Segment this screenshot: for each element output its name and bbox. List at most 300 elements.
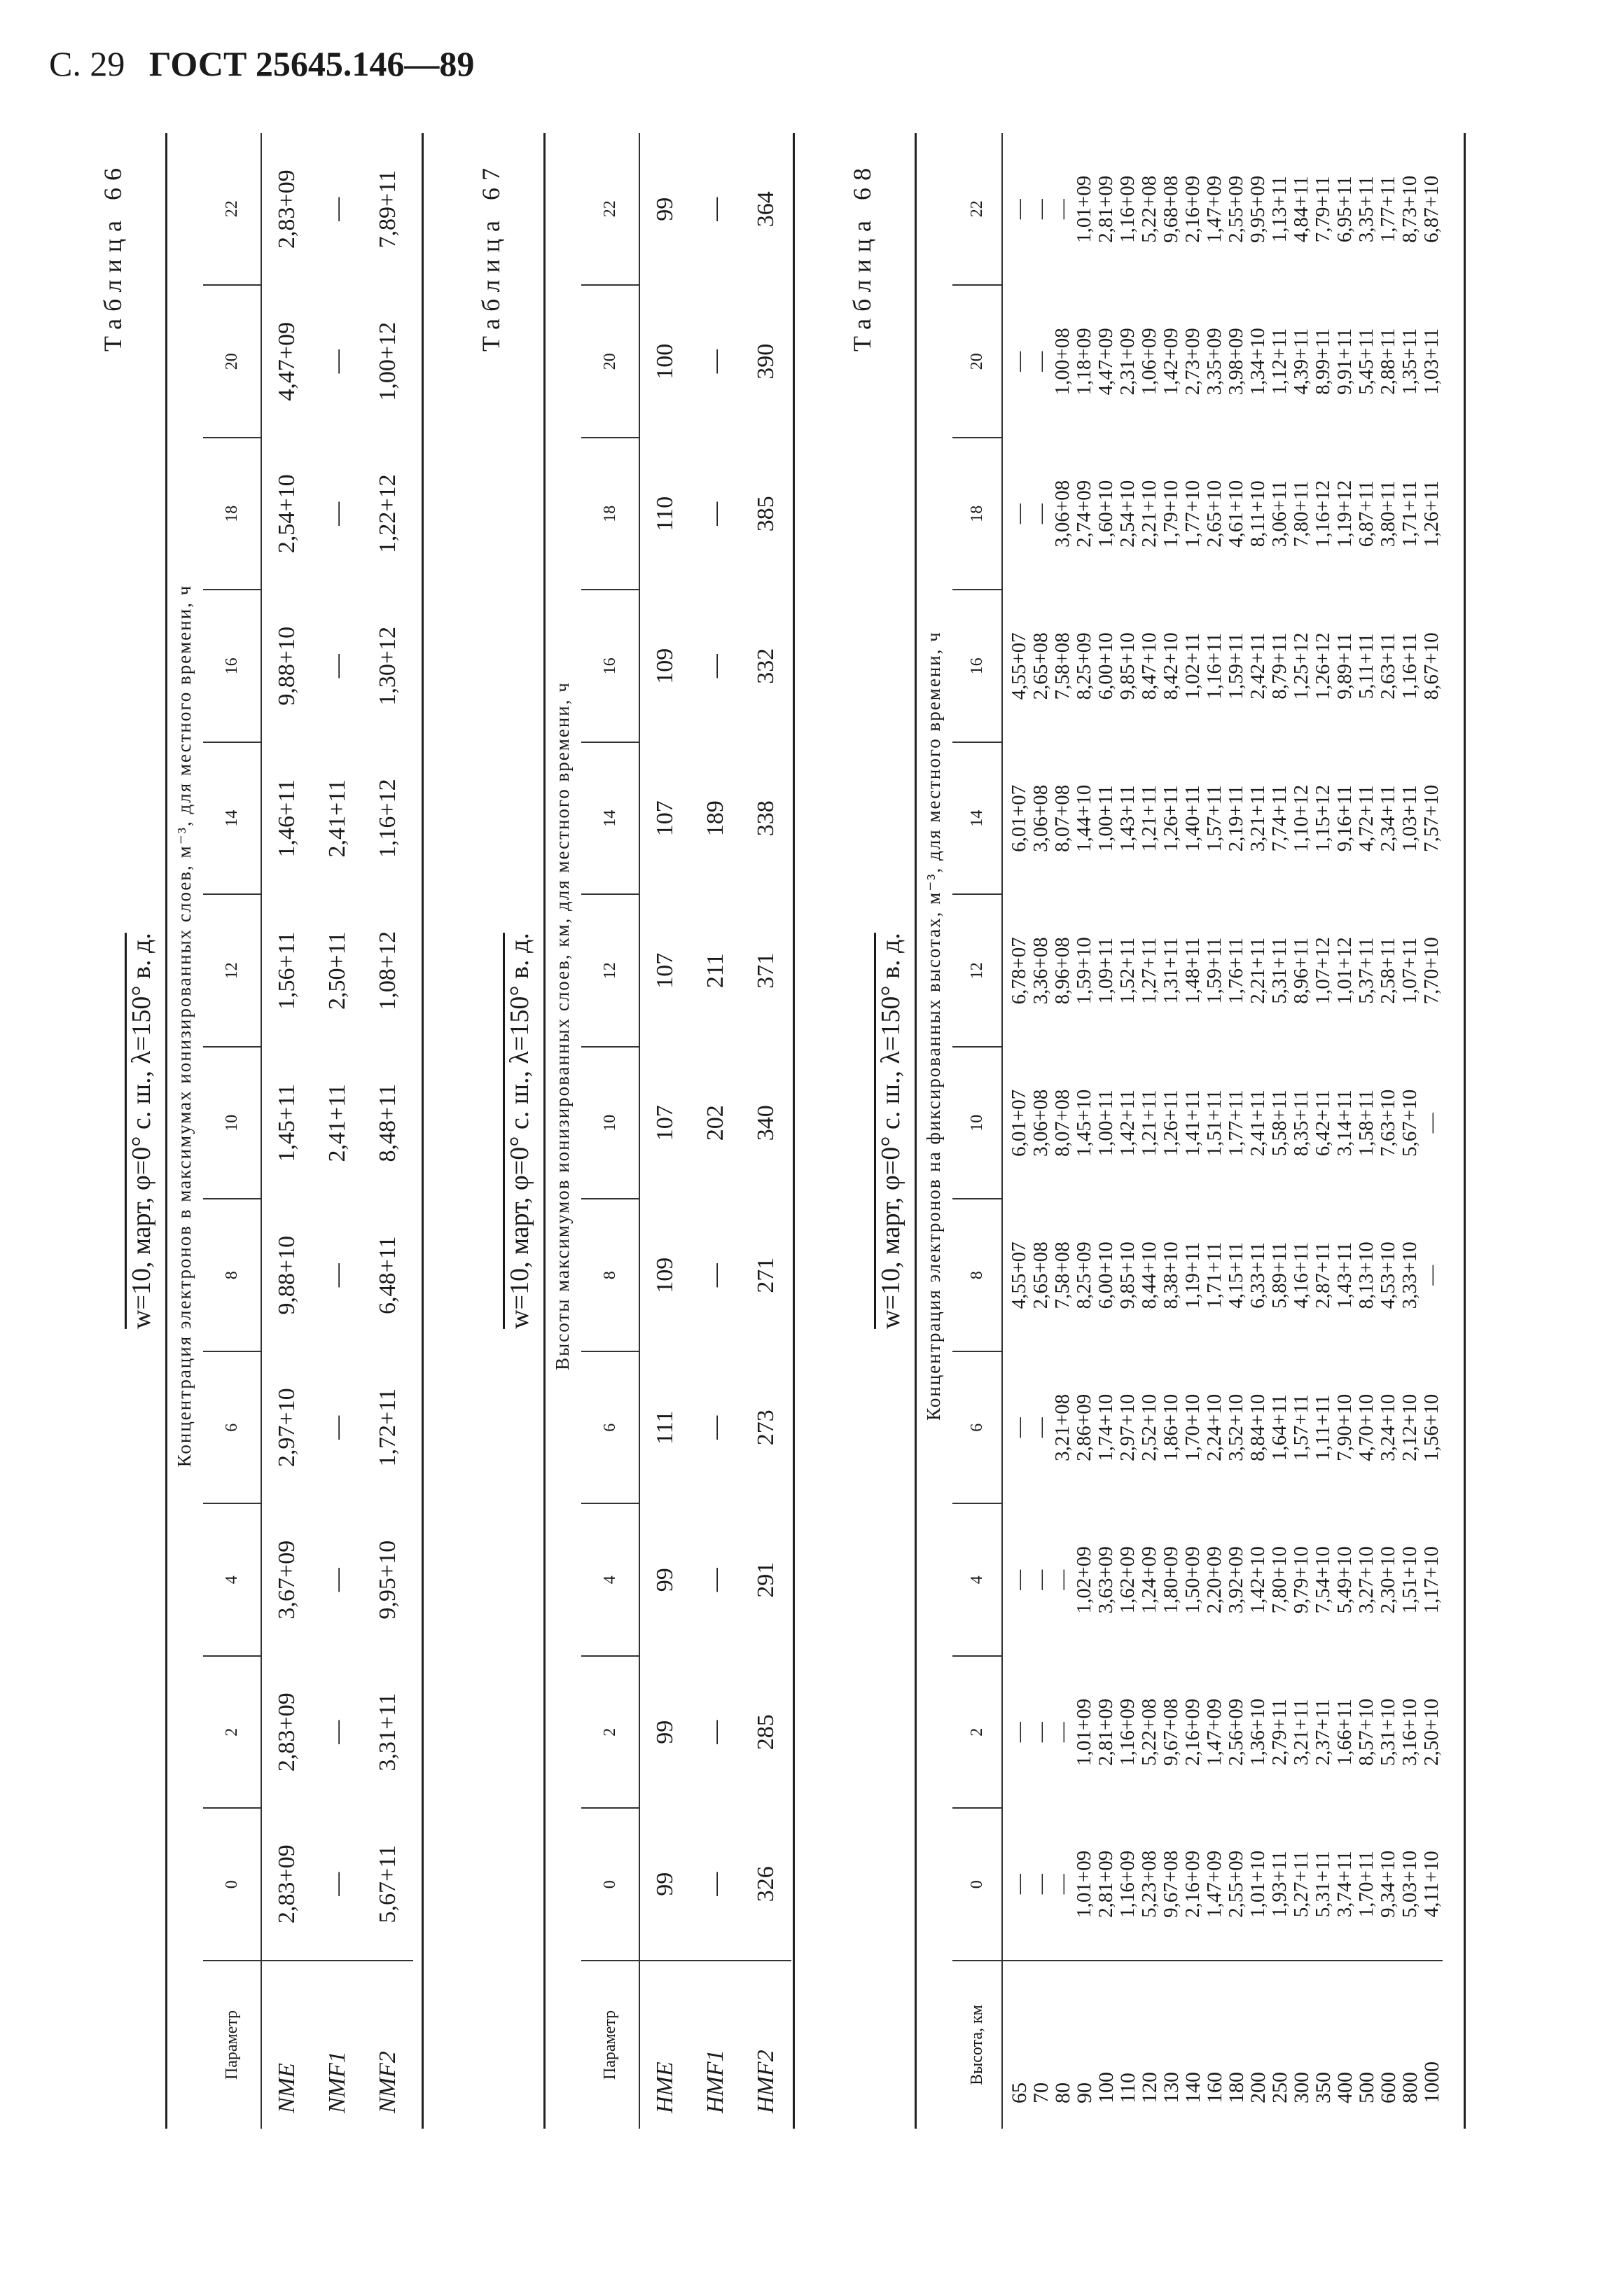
cell: — [702, 1568, 728, 1592]
value-column [1002, 1809, 1443, 1961]
cell: 4,47+09 [1095, 328, 1117, 396]
hour-header: 12 [952, 895, 1002, 1048]
cell: 2,65+08 [1029, 632, 1052, 700]
hour-header: 12 [203, 895, 261, 1048]
cell: 1,51+10 [1399, 1546, 1421, 1614]
height-value: 350 [1312, 2072, 1335, 2103]
cell: 1,18+09 [1073, 328, 1095, 396]
cell: 2,97+10 [274, 1388, 300, 1468]
cell: 5,22+08 [1138, 175, 1160, 243]
cell: — [324, 1263, 350, 1288]
cell: — [1008, 1417, 1030, 1438]
hour-header: 6 [952, 1351, 1002, 1504]
cell: 7,74+11 [1268, 785, 1291, 852]
hour-header: 2 [203, 1656, 261, 1809]
table-subtitle: Концентрация электронов на фиксированных высотах, м⁻³, для местного времени, ч [923, 631, 944, 1421]
cell: 2,83+09 [274, 1844, 300, 1924]
cell: 1,01+09 [1073, 1850, 1095, 1918]
cell: 9,16+11 [1333, 785, 1356, 852]
height-value: 600 [1377, 2072, 1400, 2103]
cell: — [1051, 1874, 1074, 1895]
cell: 1,48+11 [1181, 937, 1204, 1004]
row-param: HMF2 [741, 1961, 791, 2129]
cell: 6,87+11 [1355, 480, 1377, 548]
cell: 1,31+11 [1160, 937, 1182, 1004]
param-header: Параметр [581, 1961, 639, 2129]
row-param: NMF2 [363, 1961, 413, 2129]
hour-header: 2 [952, 1656, 1002, 1809]
cell: 3,74+11 [1333, 1851, 1356, 1918]
cell: — [1051, 199, 1074, 220]
top-rule [915, 133, 917, 2129]
cell: 9,88+10 [274, 626, 300, 706]
cell: 4,15+11 [1225, 1241, 1247, 1309]
hour-header: 6 [203, 1351, 261, 1504]
cell: — [702, 1263, 728, 1288]
cell: 1,47+09 [1203, 1698, 1226, 1766]
cell: 9,91+11 [1333, 328, 1356, 395]
cell: 3,63+09 [1095, 1546, 1117, 1614]
cell: 2,21+10 [1138, 480, 1160, 548]
cell: 1,15+12 [1312, 784, 1334, 852]
cell: 2,19+11 [1225, 785, 1247, 852]
cell: 2,58+11 [1377, 937, 1399, 1004]
cell: 3,52+10 [1225, 1393, 1247, 1461]
cell: 2,81+09 [1095, 1850, 1117, 1918]
cell: 1,17+10 [1420, 1546, 1443, 1614]
cell: 3,33+10 [1399, 1241, 1421, 1309]
cell: 3,98+09 [1225, 328, 1247, 396]
cell: 385 [753, 496, 779, 532]
cell: 2,41+11 [324, 779, 350, 858]
hour-header: 4 [952, 1504, 1002, 1657]
cell: 4,72+11 [1355, 785, 1377, 852]
header-row [203, 133, 261, 2129]
cell: 1,43+11 [1333, 1241, 1356, 1309]
cell: 1,77+10 [1181, 480, 1204, 548]
cell: 3,21+11 [1247, 785, 1269, 852]
header-row [952, 133, 1002, 2129]
cell: 107 [652, 952, 678, 989]
cell: 4,84+11 [1290, 176, 1312, 243]
cell: 1,30+12 [375, 626, 401, 706]
table-label: Таблица 68 [848, 161, 876, 352]
cell: 2,56+09 [1225, 1698, 1247, 1766]
value-column [1002, 1199, 1443, 1352]
cell: 8,35+11 [1290, 1090, 1312, 1157]
cell: 99 [652, 197, 678, 221]
cell: 1,12+11 [1268, 328, 1291, 395]
hour-header: 14 [952, 742, 1002, 895]
bottom-rule [793, 133, 795, 2129]
cell: 2,83+09 [274, 169, 300, 249]
cell: 1,03+11 [1420, 328, 1443, 395]
cell: 4,16+11 [1290, 1241, 1312, 1309]
cell: 1,21+11 [1138, 1090, 1160, 1157]
cell: 1,43+11 [1116, 785, 1139, 852]
cell: 1,02+11 [1181, 632, 1204, 700]
height-value: 100 [1095, 2072, 1118, 2103]
cell: 9,34+10 [1377, 1850, 1399, 1918]
table-66 [98, 133, 427, 2129]
table-title-text: w=10, март, φ=0° с. ш., λ=150° в. д. [876, 933, 905, 1329]
table-body-row [1002, 133, 1443, 2129]
height-value: 300 [1290, 2072, 1313, 2103]
cell: 5,03+10 [1399, 1850, 1421, 1918]
cell: 1,16+12 [1312, 480, 1334, 548]
cell: 7,63+10 [1377, 1089, 1399, 1157]
cell: 1,21+11 [1138, 785, 1160, 852]
hour-header: 4 [581, 1504, 639, 1657]
cell: 1,16+09 [1116, 1698, 1139, 1766]
cell: 3,36+08 [1029, 937, 1052, 1005]
table-67 [476, 133, 798, 2129]
cell: 3,14+11 [1333, 1090, 1356, 1157]
cell: 5,31+11 [1268, 937, 1291, 1004]
cell: 364 [753, 191, 779, 228]
height-value: 80 [1051, 2082, 1074, 2103]
cell: 1,86+10 [1160, 1393, 1182, 1461]
cell: 2,16+09 [1181, 1850, 1204, 1918]
cell: 1,16+09 [1116, 1850, 1139, 1918]
value-column [1002, 590, 1443, 743]
cell: 1,03+11 [1399, 785, 1421, 852]
cell: 5,67+10 [1399, 1089, 1421, 1157]
standard-number: ГОСТ 25645.146—89 [148, 44, 475, 83]
row-param: NME [261, 1961, 312, 2129]
cell: 5,23+08 [1138, 1850, 1160, 1918]
table-row [312, 133, 363, 2129]
cell: 2,24+10 [1203, 1393, 1226, 1461]
height-header: Высота, км [952, 1961, 1002, 2129]
cell: 1,47+09 [1203, 1850, 1226, 1918]
table-row [639, 133, 690, 2129]
cell: 6,95+11 [1333, 176, 1356, 243]
cell: 5,31+10 [1377, 1698, 1399, 1766]
cell: 3,16+10 [1399, 1698, 1421, 1766]
cell: — [1029, 1417, 1052, 1438]
cell: 9,67+08 [1160, 1850, 1182, 1918]
cell: 1,19+12 [1333, 480, 1356, 548]
cell: 1,93+11 [1268, 1851, 1291, 1918]
cell: 100 [652, 343, 678, 380]
cell: 2,81+09 [1095, 1698, 1117, 1766]
top-rule [543, 133, 546, 2129]
cell: 8,96+08 [1051, 937, 1074, 1005]
cell: 326 [753, 1866, 779, 1902]
cell: 7,57+10 [1420, 784, 1443, 852]
height-value: 180 [1225, 2072, 1248, 2103]
hour-header: 22 [203, 133, 261, 286]
cell: 3,35+11 [1355, 176, 1377, 243]
cell: 1,26+12 [1312, 632, 1334, 700]
cell: 285 [753, 1714, 779, 1751]
cell: 2,12+10 [1399, 1393, 1421, 1461]
table-label: Таблица 66 [99, 161, 127, 352]
cell: 4,11+10 [1420, 1851, 1443, 1918]
cell: — [1029, 1722, 1052, 1743]
cell: 1,59+11 [1225, 632, 1247, 700]
cell: 99 [652, 1720, 678, 1744]
cell: 8,07+08 [1051, 1089, 1074, 1157]
cell: 8,73+10 [1399, 175, 1421, 243]
cell: 2,73+09 [1181, 328, 1204, 396]
cell: 8,57+10 [1355, 1698, 1377, 1766]
height-value: 120 [1138, 2072, 1161, 2103]
hour-header: 16 [203, 590, 261, 743]
cell: 1,77+11 [1377, 176, 1399, 243]
value-column [1002, 438, 1443, 590]
cell: 9,89+11 [1333, 632, 1356, 700]
cell: 7,79+11 [1312, 176, 1334, 243]
height-value: 130 [1160, 2072, 1183, 2103]
cell: 3,06+08 [1029, 784, 1052, 852]
data-table [952, 133, 1443, 2129]
hour-header: 0 [203, 1809, 261, 1961]
cell: 7,80+11 [1290, 480, 1312, 548]
cell: 1,41+11 [1181, 1090, 1204, 1157]
cell: 9,67+08 [1160, 1698, 1182, 1766]
cell: 4,39+11 [1290, 328, 1312, 395]
cell: 8,48+11 [375, 1084, 401, 1162]
cell: 4,53+10 [1377, 1241, 1399, 1309]
cell: 3,06+08 [1029, 1089, 1052, 1157]
cell: 9,95+09 [1247, 175, 1269, 243]
cell: 8,25+09 [1073, 1241, 1095, 1309]
hour-header: 10 [203, 1047, 261, 1199]
cell: 1,22+12 [375, 474, 401, 554]
height-value: 200 [1247, 2072, 1270, 2103]
cell: 5,22+08 [1138, 1698, 1160, 1766]
cell: 5,37+11 [1355, 937, 1377, 1004]
value-column [1002, 1504, 1443, 1657]
value-column [1002, 1047, 1443, 1199]
cell: 1,45+11 [274, 1084, 300, 1162]
cell: — [324, 654, 350, 679]
cell: 8,42+10 [1160, 632, 1182, 700]
cell: 1,74+10 [1095, 1393, 1117, 1461]
row-param: HME [639, 1961, 690, 2129]
hour-header: 10 [952, 1047, 1002, 1199]
table-title [126, 133, 157, 2129]
cell: 1,06+09 [1138, 328, 1160, 396]
table-title-text: w=10, март, φ=0° с. ш., λ=150° в. д. [505, 933, 534, 1329]
cell: — [1420, 1265, 1443, 1286]
cell: — [1008, 1874, 1030, 1895]
cell: 1,42+11 [1116, 1090, 1139, 1157]
cell: 1,34+10 [1247, 328, 1269, 396]
cell: 1,09+11 [1095, 937, 1117, 1004]
hour-header: 18 [203, 438, 261, 590]
height-value: 500 [1355, 2072, 1378, 2103]
cell: — [702, 349, 728, 374]
heights-column [1002, 1961, 1443, 2129]
cell: 4,55+07 [1008, 632, 1030, 700]
cell: 2,41+11 [1247, 1090, 1269, 1157]
cell: 338 [753, 800, 779, 837]
cell: 2,79+11 [1268, 1699, 1291, 1766]
cell: 8,79+11 [1268, 632, 1291, 700]
cell: 5,49+10 [1333, 1546, 1356, 1614]
cell: 1,72+11 [375, 1389, 401, 1467]
cell: 109 [652, 648, 678, 684]
cell: 332 [753, 648, 779, 684]
cell: 1,71+11 [1203, 1241, 1226, 1309]
cell: 2,54+10 [274, 474, 300, 554]
cell: — [702, 1720, 728, 1744]
height-value: 140 [1181, 2072, 1205, 2103]
cell: 1,16+12 [375, 779, 401, 858]
cell: — [1051, 1569, 1074, 1590]
table-68 [847, 133, 1548, 2129]
cell: 2,81+09 [1095, 175, 1117, 243]
value-column [1002, 133, 1443, 286]
cell: 1,80+09 [1160, 1546, 1182, 1614]
table-row [261, 133, 312, 2129]
cell: — [324, 1568, 350, 1592]
cell: 1,07+11 [1399, 937, 1421, 1004]
table-subtitle: Высоты максимумов ионизированных слоев, км, для местного времени, ч [552, 681, 573, 1370]
cell: 3,27+10 [1355, 1546, 1377, 1614]
cell: 1,26+11 [1160, 785, 1182, 852]
cell: 8,25+09 [1073, 632, 1095, 700]
height-value: 800 [1399, 2072, 1422, 2103]
cell: 6,33+11 [1247, 1241, 1269, 1309]
cell: 1,35+11 [1399, 328, 1421, 395]
cell: 1,00+08 [1051, 328, 1074, 396]
cell: 1,50+09 [1181, 1546, 1204, 1614]
cell: 8,11+10 [1247, 480, 1269, 548]
hour-header: 8 [203, 1199, 261, 1352]
cell: 390 [753, 343, 779, 380]
cell: 1,64+11 [1268, 1394, 1291, 1461]
cell: — [1420, 1113, 1443, 1134]
cell: 1,45+10 [1073, 1089, 1095, 1157]
cell: 2,83+09 [274, 1692, 300, 1772]
cell: 2,87+11 [1312, 1241, 1334, 1309]
cell: 1,16+09 [1116, 175, 1139, 243]
cell: 4,55+07 [1008, 1241, 1030, 1309]
cell: 7,54+10 [1312, 1546, 1334, 1614]
hour-header: 14 [581, 742, 639, 895]
cell: 1,70+11 [1355, 1851, 1377, 1918]
cell: — [324, 501, 350, 526]
cell: 1,56+10 [1420, 1393, 1443, 1461]
cell: 5,31+11 [1312, 1851, 1334, 1918]
cell: 6,48+11 [375, 1236, 401, 1314]
cell: 1,27+11 [1138, 937, 1160, 1004]
cell: 9,85+10 [1116, 632, 1139, 700]
cell: 1,71+11 [1399, 480, 1421, 548]
hour-header: 16 [581, 590, 639, 743]
page-header [49, 43, 474, 84]
cell: 1,11+11 [1312, 1394, 1334, 1461]
bottom-rule [422, 133, 424, 2129]
hour-header: 0 [581, 1809, 639, 1961]
cell: 110 [652, 496, 678, 531]
cell: 3,06+11 [1268, 480, 1291, 548]
cell: 8,67+10 [1420, 632, 1443, 700]
cell: 2,55+09 [1225, 175, 1247, 243]
cell: 2,34+11 [1377, 785, 1399, 852]
height-value: 70 [1029, 2082, 1053, 2103]
hour-header: 22 [581, 133, 639, 286]
cell: 1,66+11 [1333, 1699, 1356, 1766]
cell: 8,07+08 [1051, 784, 1074, 852]
value-column [1002, 895, 1443, 1048]
hour-header: 14 [203, 742, 261, 895]
height-value: 1000 [1420, 2061, 1443, 2103]
cell: 1,19+11 [1181, 1241, 1204, 1309]
hour-header: 20 [581, 286, 639, 438]
value-column [1002, 1656, 1443, 1809]
cell: 8,84+10 [1247, 1393, 1269, 1461]
cell: 1,25+12 [1290, 632, 1312, 700]
cell: 3,92+09 [1225, 1546, 1247, 1614]
cell: 111 [652, 1410, 678, 1445]
cell: 1,57+11 [1290, 1394, 1312, 1461]
hour-header: 18 [952, 438, 1002, 590]
cell: — [1051, 1722, 1074, 1743]
cell: 1,16+11 [1399, 632, 1421, 700]
table-title-text: w=10, март, φ=0° с. ш., λ=150° в. д. [127, 933, 156, 1329]
cell: 1,42+09 [1160, 328, 1182, 396]
value-column [1002, 742, 1443, 895]
cell: 6,00+10 [1095, 1241, 1117, 1309]
cell: 291 [753, 1561, 779, 1598]
cell: 7,90+10 [1333, 1393, 1356, 1461]
cell: 1,57+11 [1203, 785, 1226, 852]
cell: 1,56+11 [274, 931, 300, 1010]
cell: — [702, 1415, 728, 1440]
cell: 1,01+12 [1333, 937, 1356, 1005]
cell: — [1029, 1569, 1052, 1590]
hour-header: 2 [581, 1656, 639, 1809]
cell: 5,27+11 [1290, 1851, 1312, 1918]
cell: 1,00+11 [1095, 1090, 1117, 1157]
hour-header: 18 [581, 438, 639, 590]
cell: 2,30+10 [1377, 1546, 1399, 1614]
cell: 2,41+11 [324, 1084, 350, 1162]
cell: 1,59+11 [1203, 937, 1226, 1004]
cell: 1,00+12 [375, 321, 401, 401]
cell: 1,79+10 [1160, 480, 1182, 548]
cell: 1,08+12 [375, 931, 401, 1010]
cell: — [1008, 1722, 1030, 1743]
cell: 6,01+07 [1008, 1089, 1030, 1157]
cell: 9,79+10 [1290, 1546, 1312, 1614]
cell: 8,44+10 [1138, 1241, 1160, 1309]
param-header: Параметр [203, 1961, 261, 2129]
cell: 1,10+12 [1290, 784, 1312, 852]
cell: 1,47+09 [1203, 175, 1226, 243]
cell: 3,67+09 [274, 1540, 300, 1620]
cell: — [1008, 1569, 1030, 1590]
cell: 1,40+11 [1181, 785, 1204, 852]
cell: 6,87+10 [1420, 175, 1443, 243]
cell: 3,21+11 [1290, 1699, 1312, 1766]
cell: — [324, 1720, 350, 1744]
cell: 2,50+11 [324, 931, 350, 1010]
cell: — [702, 654, 728, 679]
cell: 1,60+10 [1095, 480, 1117, 548]
cell: 5,67+11 [375, 1845, 401, 1923]
cell: 1,62+09 [1116, 1546, 1139, 1614]
cell: 3,80+11 [1377, 480, 1399, 548]
cell: 189 [702, 800, 728, 837]
cell: 8,47+10 [1138, 632, 1160, 700]
data-table [203, 133, 413, 2129]
